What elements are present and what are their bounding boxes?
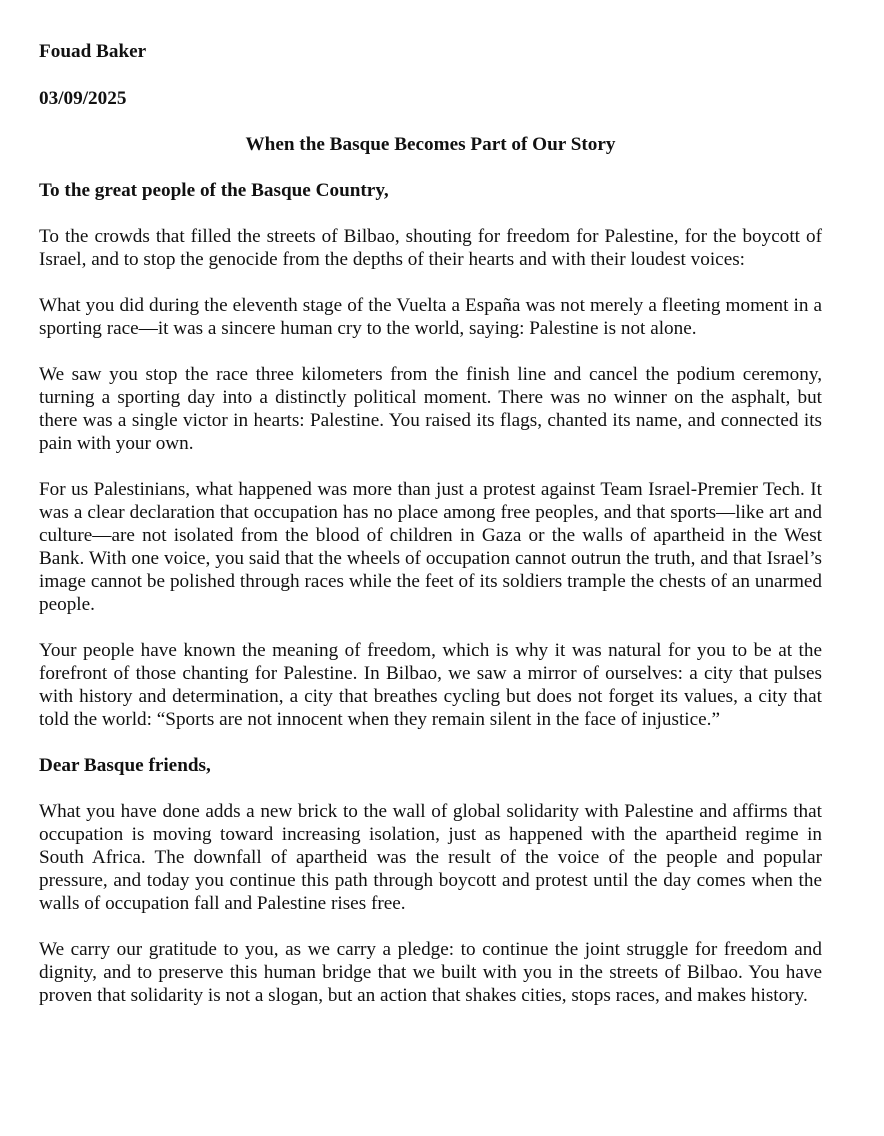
paragraph-solidarity: What you have done adds a new brick to the wall of global solidarity with Palestine and affirms that occupation is moving toward increasing isolation, just as happened with the apartheid regime in South Africa. The downfall of apartheid was the result of the voice of the people and popular pressure, and today you continue this path through boycott and protest until the day comes when the walls of occupation fall and Palestine rises free. [39,801,822,914]
paragraph-gratitude: We carry our gratitude to you, as we carry a pledge: to continue the joint struggle for freedom and dignity, and to preserve this human bridge that we built with you in the streets of Bilbao. You have proven that solidarity is not a slogan, but an action that shakes cities, stops races, and makes history. [39,939,822,1006]
letter-page [39,40,822,1007]
paragraph-palestinians: For us Palestinians, what happened was more than just a protest against Team Israel-Premier Tech. It was a clear declaration that occupation has no place among free peoples, and that sports—like art and culture—are not isolated from the blood of children in Gaza or the walls of apartheid in the West Bank. With one voice, you said that the wheels of occupation cannot outrun the truth, and that Israel’s image cannot be polished through races while the feet of its soldiers trample the chests of an unarmed people. [39,479,822,615]
paragraph-bilbao: Your people have known the meaning of freedom, which is why it was natural for you to be at the forefront of those chanting for Palestine. In Bilbao, we saw a mirror of ourselves: a city that pulses with history and determination, a city that breathes cycling but does not forget its values, a city that told the world: “Sports are not innocent when they remain silent in the face of injustice.” [39,640,822,730]
paragraph-race-stopped: We saw you stop the race three kilometers from the finish line and cancel the podium ceremony, turning a sporting day into a distinctly political moment. There was no winner on the asphalt, but there was a single victor in hearts: Palestine. You raised its flags, chanted its name, and connected its pain with your own. [39,364,822,454]
salutation: To the great people of the Basque Country, [39,180,389,201]
paragraph-crowds: To the crowds that filled the streets of Bilbao, shouting for freedom for Palestine, for the boycott of Israel, and to stop the genocide from the depths of their hearts and with their loudest voices: [39,226,822,270]
author-name: Fouad Baker [39,41,147,62]
paragraph-vuelta: What you did during the eleventh stage of the Vuelta a España was not merely a fleeting moment in a sporting race—it was a sincere human cry to the world, saying: Palestine is not alone. [39,295,822,339]
letter-date: 03/09/2025 [39,88,127,109]
salutation-friends: Dear Basque friends, [39,755,211,776]
letter-title: When the Basque Becomes Part of Our Story [245,134,616,155]
